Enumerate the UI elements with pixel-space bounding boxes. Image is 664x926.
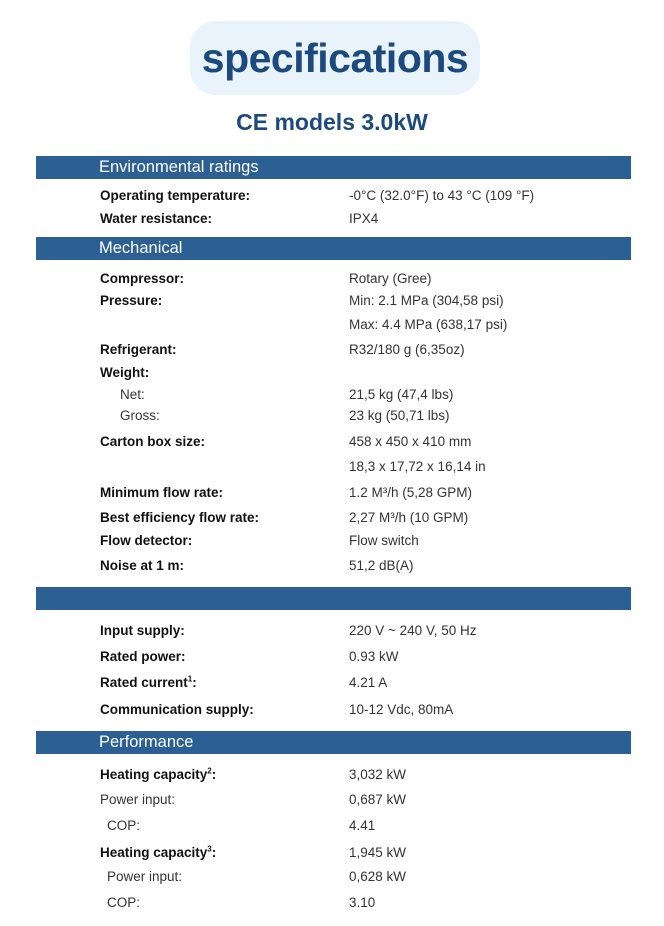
spec-label <box>100 765 216 785</box>
spec-label: Water resistance: <box>100 211 213 226</box>
spec-row <box>0 700 664 720</box>
spec-value: 18,3 x 17,72 x 16,14 in <box>349 459 486 474</box>
spec-row <box>0 340 664 360</box>
spec-value: 2,27 M³/h (10 GPM) <box>349 510 469 525</box>
spec-label: Input supply: <box>100 623 185 638</box>
spec-label: Flow detector: <box>100 533 193 548</box>
label-suffix: : <box>211 845 217 860</box>
spec-label: Gross: <box>120 408 160 423</box>
page-subtitle: CE models 3.0kW <box>236 109 428 135</box>
spec-value: 10-12 Vdc, 80mA <box>349 702 454 717</box>
spec-row <box>0 647 664 667</box>
label-text: Heating capacity <box>100 845 208 860</box>
spec-value: -0°C (32.0°F) to 43 °C (109 °F) <box>349 188 535 203</box>
spec-label <box>100 673 197 693</box>
spec-label: Compressor: <box>100 271 185 286</box>
spec-label: Operating temperature: <box>100 188 251 203</box>
spec-row <box>0 432 664 452</box>
spec-label: Weight: <box>100 365 150 380</box>
label-suffix: : <box>211 767 217 782</box>
spec-row <box>0 291 664 311</box>
section-header-electrical <box>36 587 631 610</box>
spec-row <box>0 385 664 405</box>
spec-row <box>0 531 664 551</box>
spec-value: 21,5 kg (47,4 lbs) <box>349 387 454 402</box>
section-header-environmental: Environmental ratings <box>36 156 631 179</box>
spec-value: 458 x 450 x 410 mm <box>349 434 472 449</box>
spec-row <box>0 315 664 335</box>
spec-value: 4.41 <box>349 818 376 833</box>
spec-value: 23 kg (50,71 lbs) <box>349 408 450 423</box>
label-suffix: : <box>192 675 197 690</box>
spec-row <box>0 209 664 229</box>
spec-row <box>0 867 664 887</box>
spec-value: IPX4 <box>349 211 379 226</box>
spec-row <box>0 186 664 206</box>
footnote-marker: 1 <box>187 674 193 684</box>
spec-row <box>0 556 664 576</box>
spec-row <box>0 893 664 913</box>
spec-value: Min: 2.1 MPa (304,58 psi) <box>349 293 504 308</box>
spec-value: 1.2 M³/h (5,28 GPM) <box>349 485 473 500</box>
spec-row <box>0 673 664 693</box>
footnote-marker: 3 <box>207 844 212 854</box>
label-text: Rated current <box>100 675 188 690</box>
spec-label: Communication supply: <box>100 702 254 717</box>
section-header-performance: Performance <box>36 731 631 754</box>
spec-value: 4.21 A <box>349 675 388 690</box>
spec-value: 3.10 <box>349 895 376 910</box>
spec-label <box>100 843 216 863</box>
spec-value: 0.93 kW <box>349 649 399 664</box>
spec-value: Flow switch <box>349 533 419 548</box>
spec-label: Refrigerant: <box>100 342 177 357</box>
title-pill <box>190 21 480 95</box>
spec-row <box>0 363 664 383</box>
spec-label: Minimum flow rate: <box>100 485 224 500</box>
spec-row <box>0 508 664 528</box>
spec-label: COP: <box>107 895 141 910</box>
spec-label: Power input: <box>100 792 176 807</box>
spec-row <box>0 457 664 477</box>
spec-row <box>0 483 664 503</box>
spec-row <box>0 790 664 810</box>
spec-value: Rotary (Gree) <box>349 271 432 286</box>
spec-label: Carton box size: <box>100 434 206 449</box>
spec-value: 220 V ~ 240 V, 50 Hz <box>349 623 477 638</box>
spec-label: Pressure: <box>100 293 163 308</box>
spec-row <box>0 621 664 641</box>
label-text: Heating capacity <box>100 767 208 782</box>
spec-value: 51,2 dB(A) <box>349 558 414 573</box>
spec-label: Best efficiency flow rate: <box>100 510 260 525</box>
spec-row <box>0 843 664 863</box>
spec-value: 1,945 kW <box>349 845 407 860</box>
spec-label: Net: <box>120 387 145 402</box>
page-title: specifications <box>201 34 469 81</box>
spec-value: 3,032 kW <box>349 767 407 782</box>
spec-row <box>0 765 664 785</box>
spec-value: R32/180 g (6,35oz) <box>349 342 465 357</box>
spec-row <box>0 406 664 426</box>
section-header-mechanical: Mechanical <box>36 237 631 260</box>
spec-row <box>0 816 664 836</box>
spec-value: 0,687 kW <box>349 792 407 807</box>
spec-label: COP: <box>107 818 141 833</box>
spec-row <box>0 269 664 289</box>
spec-label: Noise at 1 m: <box>100 558 185 573</box>
spec-label: Power input: <box>107 869 183 884</box>
spec-value: Max: 4.4 MPa (638,17 psi) <box>349 317 508 332</box>
spec-value: 0,628 kW <box>349 869 407 884</box>
spec-label: Rated power: <box>100 649 186 664</box>
footnote-marker: 2 <box>207 766 212 776</box>
